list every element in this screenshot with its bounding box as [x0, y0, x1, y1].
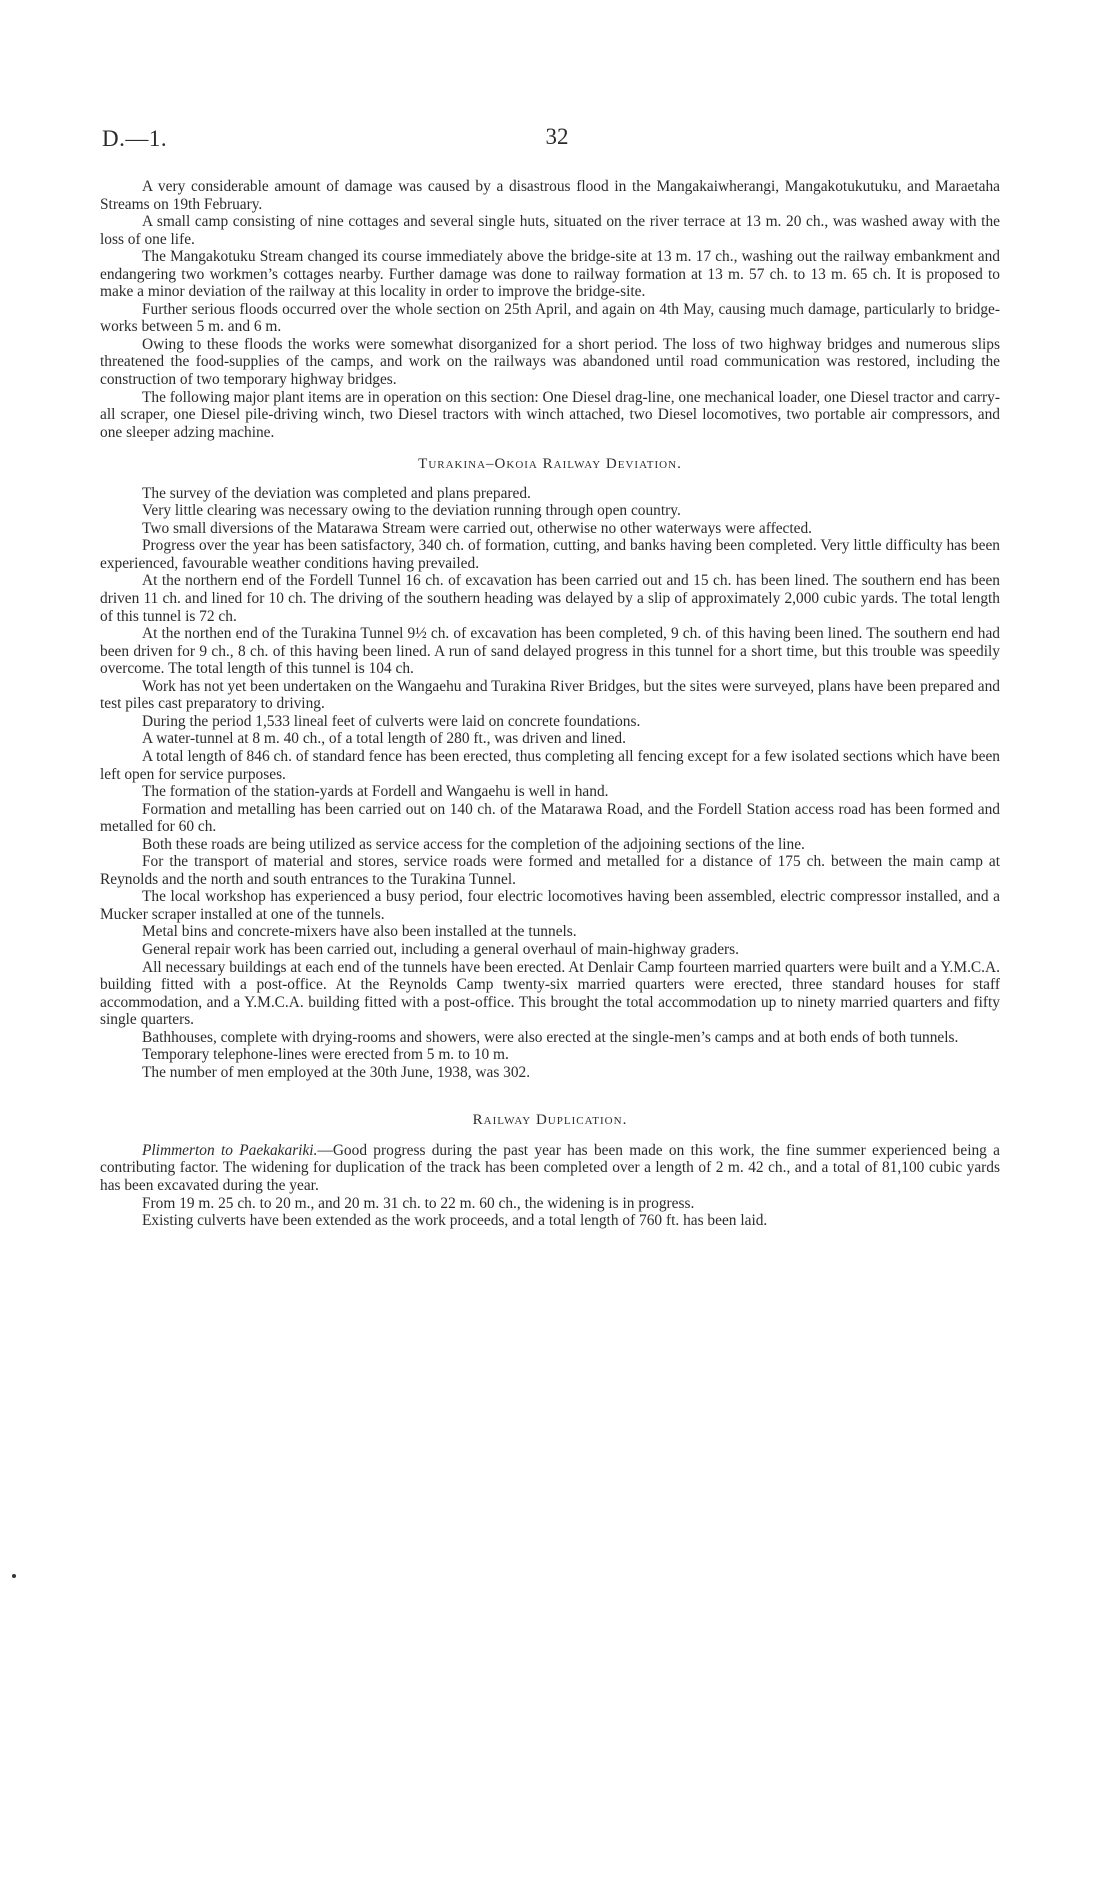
- paragraph: A very considerable amount of damage was caused by a disastrous flood in the Mangakaiwherangi, Mangakotukutuku, and Maraetaha Streams on 19th February.: [100, 178, 1000, 213]
- lead-label: Plimmerton to Paekakariki.: [142, 1141, 318, 1159]
- paragraph: Temporary telephone-lines were erected from 5 m. to 10 m.: [142, 1046, 509, 1064]
- paragraph: Owing to these floods the works were somewhat disorganized for a short period. The loss of two highway bridges and numerous slips threatened the food-supplies of the camps, and work on the railways was abandoned until road communication was restored, including the construction of two temporary highway bridges.: [100, 335, 1000, 389]
- paragraph: The following major plant items are in operation on this section: One Diesel drag-line, one mechanical loader, one Diesel tractor and carry-all scraper, one Diesel pile-driving winch, two Diesel tractors with winch attached, two Diesel locomotives, two portable air compressors, and one sleeper adzing machine.: [100, 388, 1000, 441]
- paragraph: [100, 1142, 1000, 1195]
- paragraph: The local workshop has experienced a busy period, four electric locomotives having been assembled, electric compressor installed, and a Mucker scraper installed at one of the tunnels.: [100, 888, 1000, 923]
- lead-text: —Good progress during the past year has been made on this work, the fine summer experienced being a contributing factor. The widening for duplication of the track has been completed over a length of 2 m. 42 ch., and a total of 81,100 cubic yards has been excavated during the year.: [100, 1141, 1000, 1194]
- paragraph: Very little clearing was necessary owing to the deviation running through open country.: [142, 502, 681, 520]
- paragraph: The formation of the station-yards at Fordell and Wangaehu is well in hand.: [142, 783, 609, 801]
- margin-dot: [12, 1574, 16, 1578]
- paragraph: General repair work has been carried out, including a general overhaul of main-highway graders.: [142, 940, 739, 958]
- paragraph: At the northen end of the Turakina Tunnel 9½ ch. of excavation has been completed, 9 ch. of this having been lined. The southern end had been driven for 9 ch., 8 ch. of this having been lined. A run of sand delayed progress in this tunnel for a short time, but this trouble was speedily overcome. The total length of this tunnel is 104 ch.: [100, 625, 1000, 678]
- paragraph: Metal bins and concrete-mixers have also been installed at the tunnels.: [142, 923, 577, 941]
- section-heading-duplication: Railway Duplication.: [472, 1112, 628, 1129]
- document-body: [100, 178, 1000, 1230]
- paragraph: The Mangakotuku Stream changed its course immediately above the bridge-site at 13 m. 17 ch., washing out the railway embankment and endangering two workmen’s cottages nearby. Further damage was done to railway formation at 13 m. 57 ch. to 13 m. 65 ch. It is proposed to make a minor deviation of the railway at this locality in order to improve the bridge-site.: [100, 248, 1000, 301]
- paragraph: The survey of the deviation was completed and plans prepared.: [142, 484, 531, 502]
- paragraph: Formation and metalling has been carried out on 140 ch. of the Matarawa Road, and the Fordell Station access road has been formed and metalled for 60 ch.: [100, 800, 1000, 836]
- paragraph: A small camp consisting of nine cottages and several single huts, situated on the river terrace at 13 m. 20 ch., was washed away with the loss of one life.: [100, 213, 1000, 248]
- paragraph: Progress over the year has been satisfactory, 340 ch. of formation, cutting, and banks having been completed. Very little difficulty has been experienced, favourable weather conditions having prevailed.: [100, 537, 1000, 572]
- paragraph: All necessary buildings at each end of the tunnels have been erected. At Denlair Camp fourteen married quarters were built and a Y.M.C.A. building fitted with a post-office. At the Reynolds Camp twenty-six married quarters were erected, three standard houses for staff accommodation, and a Y.M.C.A. building fitted with a post-office. This brought the total accommodation up to ninety married quarters and fifty single quarters.: [100, 958, 1000, 1029]
- paragraph: The number of men employed at the 30th June, 1938, was 302.: [142, 1063, 531, 1081]
- paragraph: Bathhouses, complete with drying-rooms and showers, were also erected at the single-men’s camps and at both ends of both tunnels.: [142, 1028, 959, 1046]
- paragraph: Both these roads are being utilized as service access for the completion of the adjoining sections of the line.: [142, 835, 805, 853]
- paragraph: A water-tunnel at 8 m. 40 ch., of a total length of 280 ft., was driven and lined.: [142, 730, 626, 748]
- document-id: D.—1.: [102, 126, 168, 151]
- page-number: 32: [545, 124, 569, 149]
- page-header: [0, 122, 1114, 154]
- paragraph: Further serious floods occurred over the whole section on 25th April, and again on 4th May, causing much damage, particularly to bridge-works between 5 m. and 6 m.: [100, 300, 1000, 336]
- paragraph: For the transport of material and stores, service roads were formed and metalled for a distance of 175 ch. between the main camp at Reynolds and the north and south entrances to the Turakina Tunnel.: [100, 853, 1000, 888]
- paragraph: From 19 m. 25 ch. to 20 m., and 20 m. 31 ch. to 22 m. 60 ch., the widening is in progress.: [142, 1194, 695, 1212]
- paragraph: A total length of 846 ch. of standard fence has been erected, thus completing all fencing except for a few isolated sections which have been left open for service purposes.: [100, 747, 1000, 783]
- paragraph: Existing culverts have been extended as the work proceeds, and a total length of 760 ft. has been laid.: [142, 1212, 768, 1230]
- paragraph: Two small diversions of the Matarawa Stream were carried out, otherwise no other waterways were affected.: [142, 519, 813, 537]
- paragraph: Work has not yet been undertaken on the Wangaehu and Turakina River Bridges, but the sites were surveyed, plans have been prepared and test piles cast preparatory to driving.: [100, 677, 1001, 713]
- paragraph: During the period 1,533 lineal feet of culverts were laid on concrete foundations.: [142, 712, 641, 730]
- paragraph: At the northern end of the Fordell Tunnel 16 ch. of excavation has been carried out and 15 ch. has been lined. The southern end has been driven 11 ch. and lined for 10 ch. The driving of the southern heading was delayed by a slip of approximately 2,000 cubic yards. The total length of this tunnel is 72 ch.: [100, 572, 1000, 625]
- section-heading-turakina: Turakina–Okoia Railway Deviation.: [418, 456, 682, 473]
